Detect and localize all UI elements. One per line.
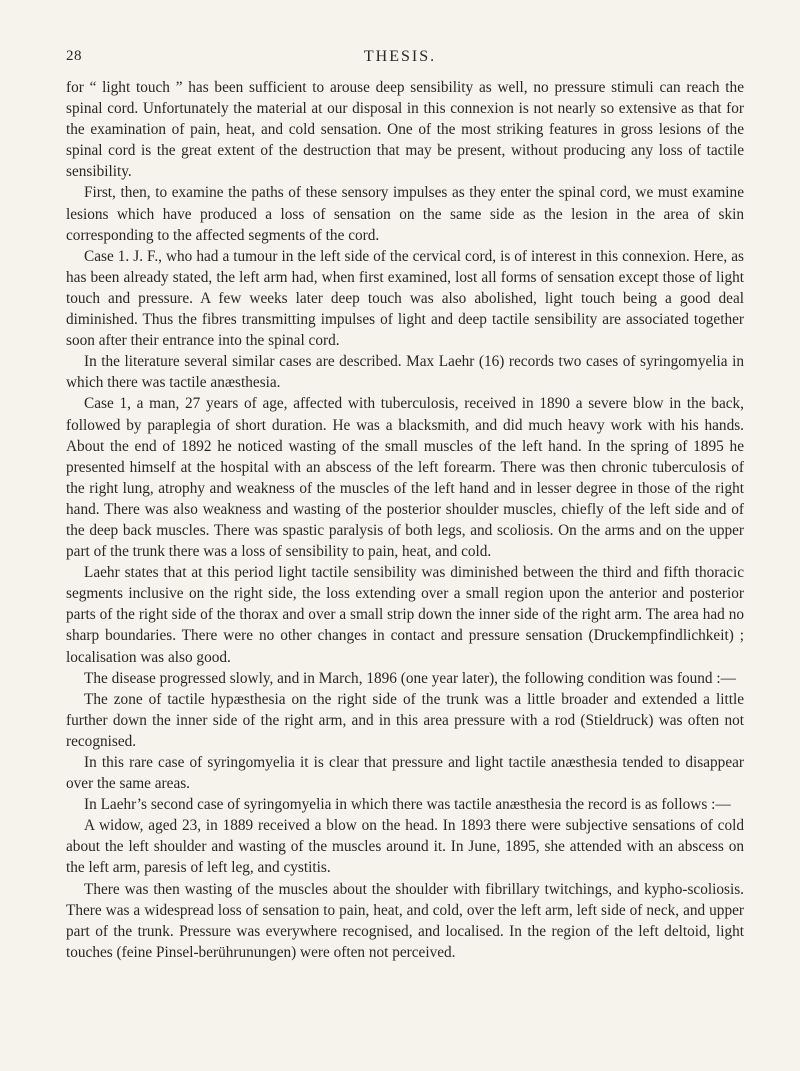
paragraph: Case 1. J. F., who had a tumour in the left side of the cervical cord, is of interest in this connexion. Here, as has been already stated, the left arm had, when first examined, lost all forms of sensation except those of light touch and pressure. A few weeks later deep touch was also abolished, light touch being a good deal diminished. Thus the fibres transmitting impulses of light and deep tactile sensibility are associated together soon after their entrance into the spinal cord. [66,247,744,350]
page-number: 28 [66,48,82,64]
paragraph: for “ light touch ” has been sufficient to arouse deep sensibility as well, no pressure stimuli can reach the spinal cord. Unfortunately the material at our disposal in this connexion is not nearly so extensive as that for the examination of pain, heat, and cold sensation. One of the most striking features in gross lesions of the spinal cord is the great extent of the destruction that may be present, without producing any loss of tactile sensibility. [66,79,744,181]
paragraph: In Laehr’s second case of syringomyelia in which there was tactile anæsthesia the record is as follows :— [84,796,731,814]
paragraph: There was then wasting of the muscles about the shoulder with fibrillary twitchings, and kypho-scoliosis. There was a widespread loss of sensation to pain, heat, and cold, over the left arm, left side of neck, and upper part of the trunk. Pressure was everywhere recognised, and localised. In the region of the left deltoid, light touches (feine Pinsel-berührunungen) were often not perceived. [66,880,744,961]
paragraph: Case 1, a man, 27 years of age, affected with tuberculosis, received in 1890 a severe blow in the back, followed by paraplegia of short duration. He was a blacksmith, and did much heavy work with his hands. About the end of 1892 he noticed wasting of the small muscles of the left hand. In the spring of 1895 he presented himself at the hospital with an abscess of the left forearm. There was then chronic tuberculosis of the right lung, atrophy and weakness of the muscles of the left hand and in lesser degree in those of the right hand. There was also weakness and wasting of the posterior shoulder muscles, chiefly of the left side and of the deep back muscles. There was spastic paralysis of both legs, and scoliosis. On the arms and on the upper part of the trunk there was a loss of sensibility to pain, heat, and cold. [66,395,744,561]
paragraph: The disease progressed slowly, and in March, 1896 (one year later), the following condition was found :— [84,669,736,687]
running-head-title: THESIS. [363,48,437,65]
paragraph: Laehr states that at this period light tactile sensibility was diminished between the third and fifth thoracic segments inclusive on the right side, the loss extending over a small region upon the anterior and posterior parts of the right side of the thorax and over a small strip down the inner side of the right arm. The area had no sharp boundaries. There were no other changes in contact and pressure sensation (Druckempfindlichkeit) ; localisation was also good. [66,564,744,666]
running-head [66,48,734,70]
body-text [66,77,744,963]
paragraph: The zone of tactile hypæsthesia on the right side of the trunk was a little broader and extended a little further down the inner side of the right arm, and in this area pressure with a rod (Stieldruck) was often not recognised. [66,690,744,750]
paragraph: In this rare case of syringomyelia it is clear that pressure and light tactile anæsthesia tended to disappear over the same areas. [66,754,744,793]
paragraph: In the literature several similar cases are described. Max Laehr (16) records two cases of syringomyelia in which there was tactile anæsthesia. [66,353,744,392]
paragraph: A widow, aged 23, in 1889 received a blow on the head. In 1893 there were subjective sensations of cold about the left shoulder and wasting of the muscles around it. In June, 1895, she attended with an abscess on the left arm, paresis of left leg, and cystitis. [66,817,744,877]
paragraph: First, then, to examine the paths of these sensory impulses as they enter the spinal cord, we must examine lesions which have produced a loss of sensation on the same side as the lesion in the area of skin corresponding to the affected segments of the cord. [66,184,744,244]
